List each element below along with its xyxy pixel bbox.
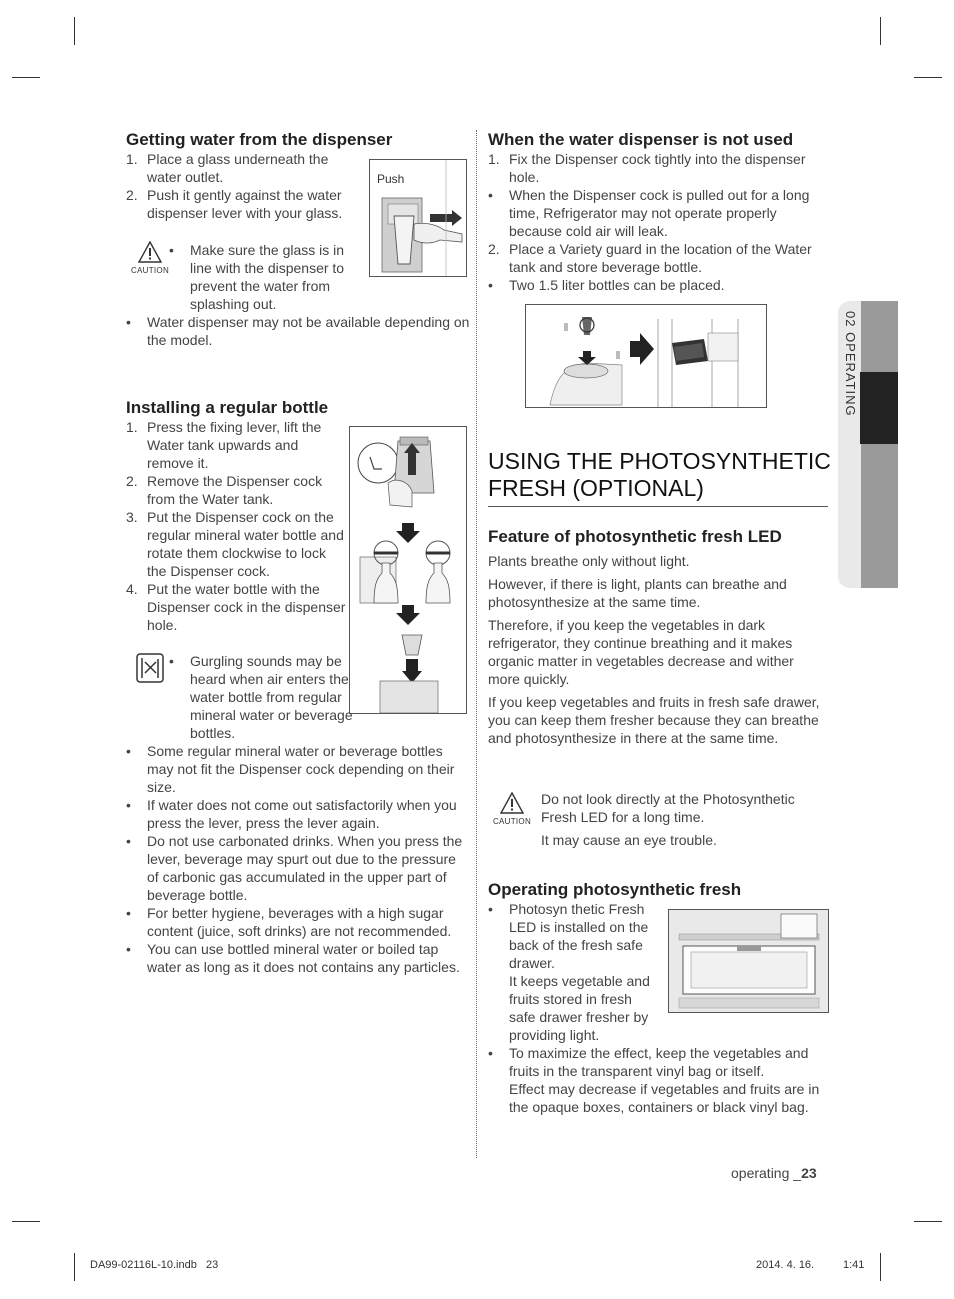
list-item: • Make sure the glass is in line with the dispenser to prevent the water from splashing out.: [169, 242, 345, 312]
caution-text: [541, 790, 826, 854]
list-item: 1. Place a glass underneath the water outlet.: [126, 151, 329, 185]
list-item: • Water dispenser may not be available depending on the model.: [126, 314, 470, 348]
glass-dispenser-illustration: [370, 160, 466, 276]
crop-mark: [880, 17, 881, 45]
caution-icon: [138, 241, 162, 263]
list-item: • Gurgling sounds may be heard when air enters the water bottle from regular mineral water or beverage bottles.: [169, 653, 353, 741]
list-item: 2. Push it gently against the water dispenser lever with your glass.: [126, 187, 343, 221]
not-used-list: [488, 150, 828, 294]
section-tab-highlight: [860, 372, 898, 444]
caution-block: [130, 241, 170, 275]
page-number-prefix: operating _: [731, 1165, 802, 1181]
section-tab-bar: [860, 301, 898, 588]
list-item: 2. Remove the Dispenser cock from the Water tank.: [126, 473, 323, 507]
list-item: 4. Put the water bottle with the Dispenser cock in the dispenser hole.: [126, 581, 346, 633]
page-title-line: FRESH (OPTIONAL): [488, 475, 704, 501]
variety-guard-figure: [525, 304, 767, 408]
list-item: • Two 1.5 liter bottles can be placed.: [488, 277, 725, 293]
crop-mark: [12, 1221, 40, 1222]
caution-label: CAUTION: [492, 817, 532, 826]
operating-list-2: [488, 1044, 833, 1116]
print-time: 1:41: [843, 1259, 865, 1271]
feature-body: [488, 552, 828, 752]
paragraph: Plants breathe only without light.: [488, 553, 690, 569]
column-divider: [476, 130, 477, 1158]
list-item: 2. Place a Variety guard in the location of the Water tank and store beverage bottle.: [488, 241, 812, 275]
caution-list: [169, 241, 359, 313]
fresh-drawer-figure: [668, 909, 829, 1013]
section-tab-label: 02 OPERATING: [843, 311, 858, 417]
page-number-block: [731, 1165, 817, 1181]
bottle-steps-illustration: [350, 427, 466, 713]
paragraph: Therefore, if you keep the vegetables in dark refrigerator, they continue breathing and it makes organic matter in vegetables decrease and wither more quickly.: [488, 617, 794, 687]
paragraph: It may cause an eye trouble.: [541, 832, 717, 848]
dispenser-bullets: [126, 313, 471, 349]
page-number: 23: [801, 1165, 817, 1181]
bottle-install-figure: [349, 426, 467, 714]
note-icon: [136, 653, 164, 683]
file-name: DA99-02116L-10.indb 23: [90, 1259, 219, 1271]
title-rule: [488, 506, 828, 507]
list-item: • You can use bottled mineral water or boiled tap water as long as it does not contains any particles.: [126, 941, 460, 975]
list-item: • Some regular mineral water or beverage bottles may not fit the Dispenser cock depending on their size.: [126, 743, 455, 795]
push-label: Push: [377, 172, 405, 186]
list-item: • To maximize the effect, keep the vegetables and fruits in the transparent vinyl bag or itself. Effect may decrease if vegetables and fruits are in the opaque boxes, containers or black vinyl bag.: [488, 1045, 820, 1115]
list-item: 1. Press the fixing lever, lift the Water tank upwards and remove it.: [126, 419, 322, 471]
note-list: [169, 652, 364, 742]
list-item: • For better hygiene, beverages with a high sugar content (juice, soft drinks) are not recommended.: [126, 905, 452, 939]
list-item: 3. Put the Dispenser cock on the regular mineral water bottle and rotate them clockwise to lock the Dispenser cock.: [126, 509, 344, 579]
crop-mark: [914, 1221, 942, 1222]
bottle-bullets: [126, 742, 471, 976]
caution-label: CAUTION: [130, 266, 170, 275]
list-item: 1. Fix the Dispenser cock tightly into the dispenser hole.: [488, 151, 806, 185]
crop-mark: [914, 77, 942, 78]
drawer-illustration: [669, 910, 828, 1012]
not-used-heading: When the water dispenser is not used: [488, 130, 794, 149]
list-item: • If water does not come out satisfactorily when you press the lever, press the lever again.: [126, 797, 457, 831]
dispenser-heading: Getting water from the dispenser: [126, 130, 393, 149]
caution-icon: [500, 792, 524, 814]
paragraph: If you keep vegetables and fruits in fresh safe drawer, you can keep them fresher because they can breathe and photosynthesize in there at the same time.: [488, 694, 820, 746]
crop-mark: [74, 1253, 75, 1281]
list-item: • When the Dispenser cock is pulled out for a long time, Refrigerator may not operate properly because cold air will leak.: [488, 187, 810, 239]
dispenser-push-figure: [369, 159, 467, 277]
page-title-line: USING THE PHOTOSYNTHETIC: [488, 448, 831, 474]
caution-block: [492, 792, 532, 826]
list-item: • Do not use carbonated drinks. When you press the lever, beverage may spurt out due to the pressure of carbonic gas accumulated in the upper part of beverage bottle.: [126, 833, 463, 903]
paragraph: Do not look directly at the Photosynthetic Fresh LED for a long time.: [541, 791, 795, 825]
feature-heading: Feature of photosynthetic fresh LED: [488, 527, 782, 546]
dispenser-steps: [126, 150, 358, 222]
page-title: [488, 448, 831, 502]
crop-mark: [880, 1253, 881, 1281]
print-date: 2014. 4. 16.: [756, 1259, 815, 1271]
crop-mark: [12, 77, 40, 78]
operating-list: [488, 900, 660, 1044]
paragraph: However, if there is light, plants can breathe and photosynthesize at the same time.: [488, 576, 787, 610]
list-item: • Photosyn thetic Fresh LED is installed on the back of the fresh safe drawer. It keeps vegetable and fruits stored in fresh safe drawer fresher by providing light.: [488, 901, 650, 1043]
operating-heading: Operating photosynthetic fresh: [488, 880, 742, 899]
bottle-heading: Installing a regular bottle: [126, 398, 329, 417]
bottle-steps: [126, 418, 348, 634]
crop-mark: [74, 17, 75, 45]
variety-guard-illustration: [526, 305, 766, 407]
